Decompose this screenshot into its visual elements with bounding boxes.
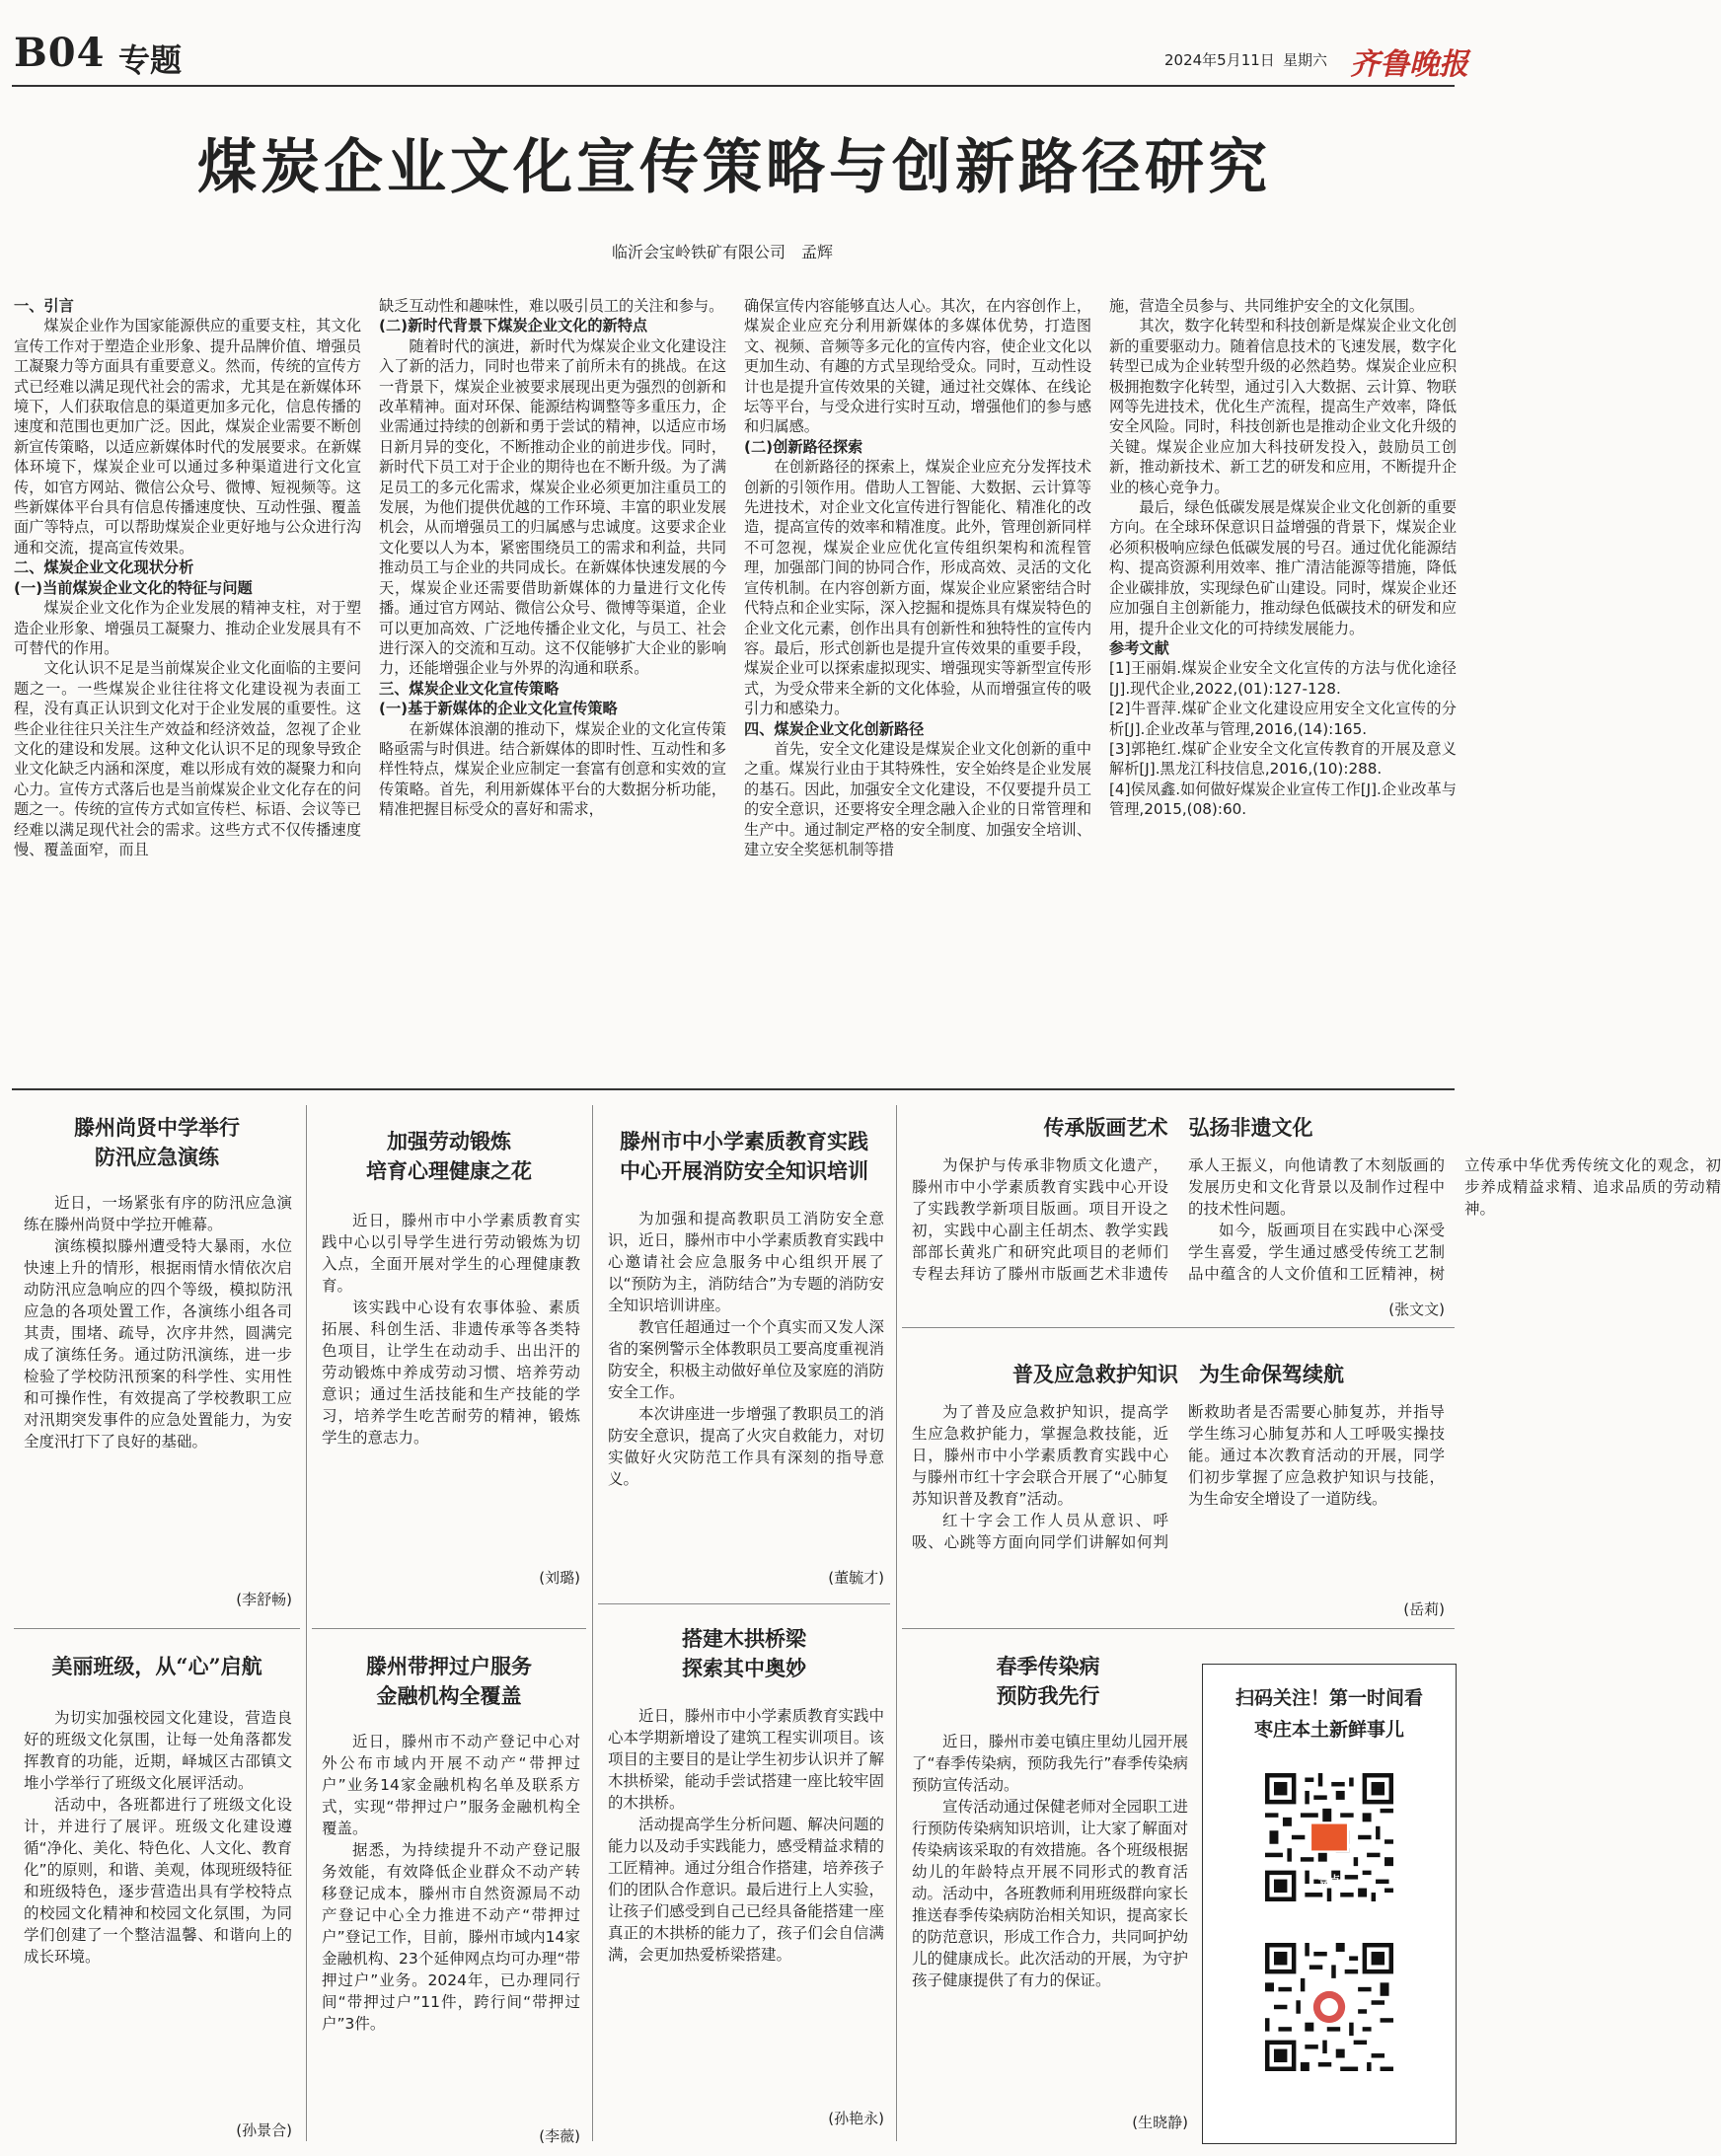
brief-title: 滕州带押过户服务 金融机构全覆盖 bbox=[366, 1654, 532, 1708]
paragraph: 确保宣传内容能够直达人心。其次，在内容创作上，煤炭企业应充分利用新媒体的多媒体优势，打造图文、视频、音频等多元化的宣传内容，使企业文化以更加生动、有趣的方式呈现给受众。同时，互动性设计也是提升宣传效果的关键，通过社交媒体、在线论坛等平台，与受众进行实时互动，增强他们的参与感和归属感。 bbox=[744, 297, 1091, 436]
section-heading: (一)当前煤炭企业文化的特征与问题 bbox=[14, 578, 253, 597]
article-column-1 bbox=[14, 296, 361, 1080]
section-heading: 二、煤炭企业文化现状分析 bbox=[14, 558, 194, 577]
qr-caption-line1: 扫码关注！第一时间看 bbox=[1235, 1687, 1423, 1709]
article-column-3 bbox=[744, 296, 1091, 1080]
brief-divider bbox=[312, 1628, 586, 1629]
qr-promo-box bbox=[1202, 1664, 1457, 2144]
issue-weekday: 星期六 bbox=[1283, 51, 1328, 69]
section-heading: (二)创新路径探索 bbox=[744, 437, 863, 456]
header-rule bbox=[12, 85, 1455, 87]
reference-item: [2]牛晋萍.煤矿企业文化建设应用安全文化宣传的分析[J].企业改革与管理,2016,(14):165. bbox=[1109, 700, 1457, 738]
brief-body: 近日，滕州市中小学素质教育实践中心本学期新增设了建筑工程实训项目。该项目的主要目的是让学生初步认识并了解木拱桥梁，能动手尝试搭建一座比较牢固的木拱桥。 活动提高学生分析问题、解决问题的能力以及动手实践能力，感受精益求精的工匠精神。通过分组合作搭建，培养孩子们的团队合作意识。最后进行上人实验，让孩子们感受到自己已经具备能搭建一座真正的木拱桥的能力了，孩子们会自信满满，会更加热爱桥梁搭建。 bbox=[608, 1707, 884, 1964]
paragraph: 在新媒体浪潮的推动下，煤炭企业的文化宣传策略亟需与时俱进。结合新媒体的即时性、互动性和多样性特点，煤炭企业应制定一套富有创意和实效的宣传策略。首先，利用新媒体平台的大数据分析功能，精准把握目标受众的喜好和需求， bbox=[379, 719, 726, 819]
brief-byline: (刘璐) bbox=[539, 1569, 580, 1587]
newspaper-logo: 齐鲁晚报 bbox=[1350, 47, 1468, 82]
section-heading: (一)基于新媒体的企业文化宣传策略 bbox=[379, 700, 618, 718]
column-rule bbox=[592, 1105, 593, 2141]
brief-title: 传承版画艺术 弘扬非遗文化 bbox=[1043, 1115, 1313, 1140]
brief-byline: (孙艳永) bbox=[828, 2110, 884, 2127]
page-number: B04 bbox=[14, 30, 106, 76]
section-heading: 参考文献 bbox=[1109, 638, 1169, 657]
column-rule bbox=[896, 1105, 897, 2141]
column-rule bbox=[306, 1105, 307, 2141]
paragraph: 其次，数字化转型和科技创新是煤炭企业文化创新的重要驱动力。随着信息技术的飞速发展，数字化转型已成为企业转型升级的必然趋势。煤炭企业应积极拥抱数字化转型，通过引入大数据、云计算、物联网等先进技术，优化生产流程，提高生产效率，降低安全风险。同时，科技创新也是推动企业文化升级的关键。煤炭企业应加大科技研发投入，鼓励员工创新，推动新技术、新工艺的研发和应用，不断提升企业的核心竞争力。 bbox=[1109, 317, 1457, 496]
section-heading: 四、煤炭企业文化创新路径 bbox=[744, 719, 925, 738]
brief-title: 搭建木拱桥梁 探索其中奥妙 bbox=[682, 1626, 806, 1680]
brief-divider bbox=[598, 1603, 890, 1604]
qr-caption-line2: 枣庄本土新鲜事儿 bbox=[1253, 1719, 1404, 1741]
brief-title: 加强劳动锻炼 培育心理健康之花 bbox=[366, 1129, 532, 1183]
brief-title: 美丽班级，从“心”启航 bbox=[51, 1654, 262, 1678]
brief-byline: (董毓才) bbox=[828, 1569, 884, 1587]
paragraph: 文化认识不足是当前煤炭企业文化面临的主要问题之一。一些煤炭企业往往将文化建设视为表面工程，没有真正认识到文化对于企业发展的重要性。这些企业往往只关注生产效益和经济效益，忽视了企业文化的建设和发展。这种文化认识不足的现象导致企业文化缺乏内涵和深度，难以形成有效的凝聚力和向心力。宣传方式落后也是当前煤炭企业文化存在的问题之一。传统的宣传方式如宣传栏、标语、会议等已经难以满足现代社会的需求。这些方式不仅传播速度慢、覆盖面窄，而且 bbox=[14, 659, 361, 858]
brief-divider bbox=[902, 1327, 1455, 1328]
brief-byline: (岳莉) bbox=[1403, 1600, 1445, 1618]
article-author: 临沂会宝岭铁矿有限公司 孟辉 bbox=[612, 243, 834, 261]
section-divider bbox=[12, 1088, 1455, 1090]
article-column-4 bbox=[1109, 296, 1457, 1080]
brief-body: 为加强和提高教职员工消防安全意识，近日，滕州市中小学素质教育实践中心邀请社会应急服务中心组织开展了以“预防为主，消防结合”为专题的消防安全知识培训讲座。 教官任超通过一个个真实而又发人深省的案例警示全体教职员工要高度重视消防安全，积极主动做好单位及家庭的消防安全工作。 本次讲座进一步增强了教职员工的消防安全意识，提高了火灾自救能力，对切实做好火灾防范工作具有深刻的指导意义。 bbox=[608, 1210, 884, 1488]
issue-date: 2024年5月11日 bbox=[1164, 51, 1275, 69]
brief-title: 滕州尚贤中学举行 防汛应急演练 bbox=[74, 1115, 240, 1169]
brief-body: 近日，滕州市姜屯镇庄里幼儿园开展了“春季传染病，预防我先行”春季传染病预防宣传活动。 宣传活动通过保健老师对全园职工进行预防传染病知识培训，让大家了解面对传染病该采取的有效措施。各个班级根据幼儿的年龄特点开展不同形式的教育活动。活动中，各班教师利用班级群向家长推送春季传染病防治相关知识，提高家长的防范意识，形成工作合力，共同呵护幼儿的健康成长。此次活动的开展，为守护孩子健康提供了有力的保证。 bbox=[912, 1733, 1188, 1989]
brief-body: 为保护与传承非物质文化遗产，滕州市中小学素质教育实践中心开设了实践教学新项目版画。项目开设之初，实践中心副主任胡杰、教学实践部部长黄兆广和研究此项目的老师们专程去拜访了滕州市版画艺术非遗传承人王振义，向他请教了木刻版画的发展历史和文化背景以及制作过程中的技术性问题。 如今，版画项目在实践中心深受学生喜爱，学生通过感受传统工艺制品中蕴含的人文价值和工匠精神，树立传承中华优秀传统文化的观念，初步养成精益求精、追求品质的劳动精神。 bbox=[912, 1156, 1721, 1283]
brief-body: 近日，一场紧张有序的防汛应急演练在滕州尚贤中学拉开帷幕。 演练模拟滕州遭受特大暴雨，水位快速上升的情形，根据雨情水情依次启动防汛应急响应的四个等级，模拟防汛应急的各项处置工作，各演练小组各司其责，围堵、疏导，次序井然，圆满完成了演练任务。通过防汛演练，进一步检验了学校防汛预案的科学性、实用性和可操作性，有效提高了学校教职工应对汛期突发事件的应急处置能力，为安全度汛打下了良好的基础。 bbox=[24, 1194, 292, 1450]
brief-byline: (孙景合) bbox=[236, 2121, 292, 2139]
brief-title: 春季传染病 预防我先行 bbox=[996, 1654, 1100, 1708]
paragraph: 在创新路径的探索上，煤炭企业应充分发挥技术创新的引领作用。借助人工智能、大数据、云计算等先进技术，对企业文化宣传进行智能化、精准化的改造，提高宣传的效率和精准度。此外，管理创新同样不可忽视，煤炭企业应优化宣传组织架构和流程管理，加强部门间的协同合作，形成高效、灵活的文化宣传机制。在内容创新方面，煤炭企业应紧密结合时代特点和企业实际，深入挖掘和提炼具有煤炭特色的企业文化元素，创作出具有创新性和独特性的宣传内容。最后，形式创新也是提升宣传效果的重要手段，煤炭企业可以探索虚拟现实、增强现实等新型宣传形式，为受众带来全新的文化体验，从而增强宣传的吸引力和感染力。 bbox=[744, 458, 1091, 718]
reference-item: [4]侯凤鑫.如何做好煤炭企业宣传工作[J].企业改革与管理,2015,(08):60. bbox=[1109, 780, 1457, 819]
section-heading: 三、煤炭企业文化宣传策略 bbox=[379, 679, 560, 698]
brief-byline: (李舒畅) bbox=[236, 1591, 292, 1608]
brief-title: 滕州市中小学素质教育实践 中心开展消防安全知识培训 bbox=[620, 1129, 868, 1183]
article-column-2 bbox=[379, 296, 726, 1080]
qr-code-icon[interactable] bbox=[1265, 1943, 1393, 2071]
brief-body: 为了普及应急救护知识，提高学生应急救护能力，掌握急救技能，近日，滕州市中小学素质教育实践中心与滕州市红十字会联合开展了“心肺复苏知识普及教育”活动。 红十字会工作人员从意识、呼吸、心跳等方面向同学们讲解如何判断救助者是否需要心肺复苏，并指导学生练习心肺复苏和人工呼吸实操技能。通过本次教育活动的开展，同学们初步掌握了应急救护知识与技能，为生命安全增设了一道防线。 bbox=[912, 1403, 1445, 1551]
qr-badge: 壹点 bbox=[1318, 1874, 1340, 1887]
paragraph: 施，营造全员参与、共同维护安全的文化氛围。 bbox=[1109, 297, 1424, 315]
brief-divider bbox=[902, 1628, 1455, 1629]
paragraph: 煤炭企业作为国家能源供应的重要支柱，其文化宣传工作对于塑造企业形象、提升品牌价值、增强员工凝聚力等方面具有重要意义。然而，传统的宣传方式已经难以满足现代社会的需求，尤其是在新媒体环境下，人们获取信息的渠道更加多元化，信息传播的速度和范围也更加广泛。因此，煤炭企业需要不断创新宣传策略，以适应新媒体时代的发展要求。在新媒体环境下，煤炭企业可以通过多种渠道进行文化宣传，如官方网站、微信公众号、微博、短视频等。这些新媒体平台具有信息传播速度快、互动性强、覆盖面广等特点，可以帮助煤炭企业更好地与公众进行沟通和交流，提高宣传效果。 bbox=[14, 317, 361, 557]
brief-body: 近日，滕州市不动产登记中心对外公布市域内开展不动产“带押过户”业务14家金融机构名单及联系方式，实现“带押过户”服务金融机构全覆盖。 据悉，为持续提升不动产登记服务效能，有效降低企业群众不动产转移登记成本，滕州市自然资源局不动产登记中心全力推进不动产“带押过户”登记工作，目前，滕州市域内14家金融机构、23个延伸网点均可办理“带押过户”业务。2024年，已办理同行间“带押过户”11件，跨行间“带押过户”3件。 bbox=[322, 1733, 580, 2033]
paragraph: 缺乏互动性和趣味性，难以吸引员工的关注和参与。 bbox=[379, 297, 724, 315]
paragraph: 煤炭企业文化作为企业发展的精神支柱，对于塑造企业形象、增强员工凝聚力、推动企业发展具有不可替代的作用。 bbox=[14, 599, 361, 657]
section-name: 专题 bbox=[118, 41, 183, 79]
brief-body: 近日，滕州市中小学素质教育实践中心以引导学生进行劳动锻炼为切入点，全面开展对学生的心理健康教育。 该实践中心设有农事体验、素质拓展、科创生活、非遗传承等各类特色项目，让学生在动动手、出出汗的劳动锻炼中养成劳动习惯、培养劳动意识；通过生活技能和生产技能的学习，培养学生吃苦耐劳的精神，锻炼学生的意志力。 bbox=[322, 1212, 580, 1447]
brief-title: 普及应急救护知识 为生命保驾续航 bbox=[1012, 1362, 1344, 1386]
section-heading: (二)新时代背景下煤炭企业文化的新特点 bbox=[379, 317, 648, 335]
brief-divider bbox=[14, 1628, 300, 1629]
brief-byline: (生晓静) bbox=[1132, 2114, 1188, 2131]
paragraph: 随着时代的演进，新时代为煤炭企业文化建设注入了新的活力，同时也带来了前所未有的挑战。在这一背景下，煤炭企业被要求展现出更为强烈的创新和改革精神。面对环保、能源结构调整等多重压力，企业需通过持续的创新和勇于尝试的精神，以适应市场日新月异的变化，不断推动企业的前进步伐。同时，新时代下员工对于企业的期待也在不断升级。为了满足员工的多元化需求，煤炭企业必须更加注重员工的发展，为他们提供优越的工作环境、丰富的职业发展机会，从而增强员工的归属感与忠诚度。这要求企业文化要以人为本，紧密围绕员工的需求和利益，共同推动员工与企业的共同成长。在新媒体快速发展的今天，煤炭企业还需要借助新媒体的力量进行文化传播。通过官方网站、微信公众号、微博等渠道，企业可以更加高效、广泛地传播企业文化，与员工、社会进行深入的交流和互动。这不仅能够扩大企业的影响力，还能增强企业与外界的沟通和联系。 bbox=[379, 336, 726, 678]
paragraph: 首先，安全文化建设是煤炭企业文化创新的重中之重。煤炭行业由于其特殊性，安全始终是企业发展的基石。因此，加强安全文化建设，不仅要提升员工的安全意识，还要将安全理念融入企业的日常管理和生产中。通过制定严格的安全制度、加强安全培训、建立安全奖惩机制等措 bbox=[744, 739, 1091, 858]
brief-byline: (张文文) bbox=[1388, 1301, 1445, 1318]
brief-body: 为切实加强校园文化建设，营造良好的班级文化氛围，让每一处角落都发挥教育的功能，近期，峄城区古邵镇文堆小学举行了班级文化展评活动。 活动中，各班都进行了班级文化设计，并进行了展评。班级文化建设遵循“净化、美化、特色化、人文化、教育化”的原则，和谐、美观，体现班级特征和班级特色，逐步营造出具有学校特点的校园文化精神和校园文化氛围，为同学们创建了一个整洁温馨、和谐向上的成长环境。 bbox=[24, 1709, 292, 1966]
article-title: 煤炭企业文化宣传策略与创新路径研究 bbox=[197, 133, 1271, 202]
reference-item: [1]王丽娟.煤炭企业安全文化宣传的方法与优化途径[J].现代企业,2022,(01):127-128. bbox=[1109, 659, 1457, 698]
brief-byline: (李薇) bbox=[539, 2127, 580, 2145]
section-heading: 一、引言 bbox=[14, 297, 74, 315]
reference-item: [3]郭艳红.煤矿企业安全文化宣传教育的开展及意义解析[J].黑龙江科技信息,2016,(10):288. bbox=[1109, 739, 1457, 779]
paragraph: 最后，绿色低碳发展是煤炭企业文化创新的重要方向。在全球环保意识日益增强的背景下，煤炭企业必须积极响应绿色低碳发展的号召。通过优化能源结构、提高资源利用效率、推广清洁能源等措施，降低企业碳排放，实现绿色矿山建设。同时，煤炭企业还应加强自主创新能力，推动绿色低碳技术的研发和应用，提升企业文化的可持续发展能力。 bbox=[1109, 498, 1457, 637]
